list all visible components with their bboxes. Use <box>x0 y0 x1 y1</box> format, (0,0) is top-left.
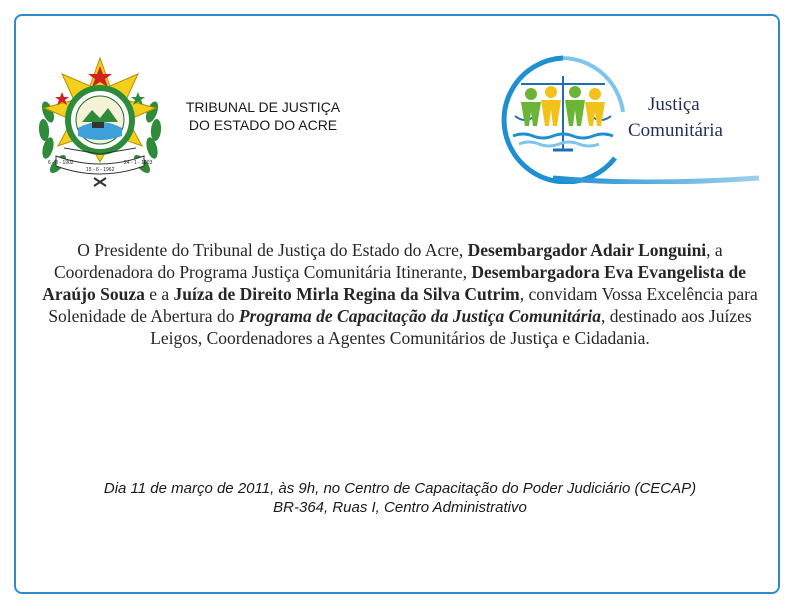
event-details <box>40 479 760 517</box>
logo-word-comunitaria: Comunitária <box>628 120 723 141</box>
invitation-text-part5: , destinado aos Juízes Leigos, Coordenadores a Agentes Comunitários de Justiça e Cidadania. <box>150 306 752 348</box>
event-date-line: Dia 11 de março de 2011, às 9h, no Centro de Capacitação do Poder Judiciário (CECAP) <box>103 480 697 497</box>
seal-date-center: 15 - 6 - 1962 <box>86 167 115 173</box>
invitation-text-part4: , convidam Vossa Excelência para Solenidade de Abertura do <box>48 284 758 326</box>
invitation-text <box>40 239 760 349</box>
justica-comunitaria-logo-icon <box>493 54 768 184</box>
judge-name: Juíza de Direito Mirla Regina da Silva Cutrim <box>173 284 520 304</box>
president-name: Desembargador Adair Longuini <box>467 240 707 260</box>
logo-word-justica: Justiça <box>648 94 700 115</box>
program-name: Programa de Capacitação da Justiça Comunitária <box>238 306 602 326</box>
court-name-line2: DO ESTADO DO ACRE <box>188 117 338 133</box>
court-name-line1: TRIBUNAL DE JUSTIÇA <box>185 99 341 115</box>
court-name <box>178 98 348 134</box>
event-address-line: BR-364, Ruas I, Centro Administrativo <box>273 499 527 516</box>
invitation-text-part1: O Presidente do Tribunal de Justiça do Estado do Acre, <box>77 240 468 260</box>
invitation-text-part2: , a Coordenadora do Programa Justiça Comunitária Itinerante, <box>53 240 723 282</box>
seal-date-left: 6 - 8 - 1902 <box>48 160 74 166</box>
invitation-text-part3: e a <box>144 284 174 304</box>
seal-date-right: 24 - 1 - 1903 <box>124 160 153 166</box>
coordinator-name: Desembargadora Eva Evangelista de Araújo Souza <box>42 262 747 304</box>
